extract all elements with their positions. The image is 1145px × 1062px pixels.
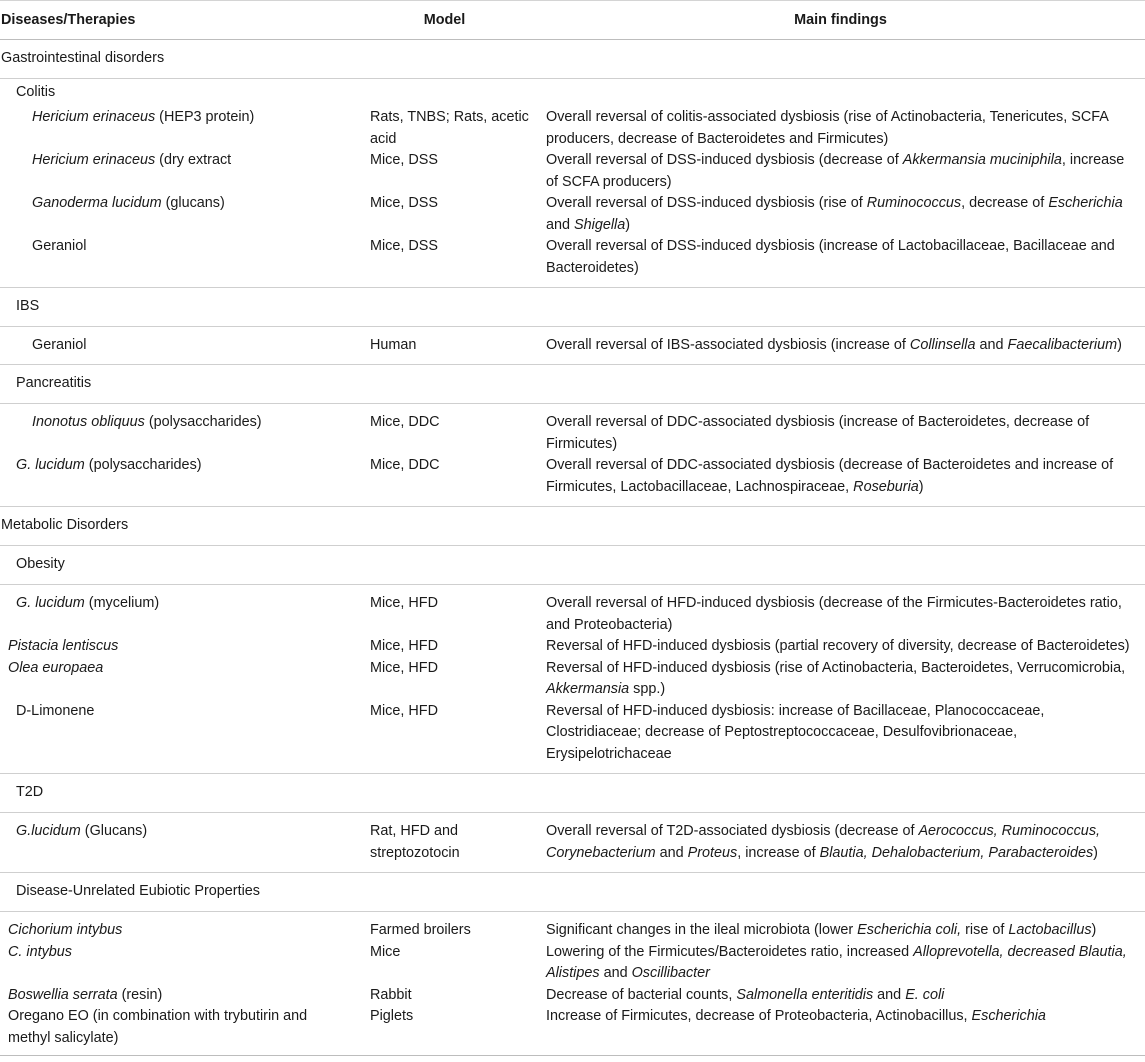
model-cell: Mice, HFD — [370, 638, 438, 654]
table-row — [0, 107, 1145, 150]
table-row — [0, 985, 1145, 1007]
finding-cell: Overall reversal of DSS-induced dysbiosis (rise of Ruminococcus, decrease of Escherichia and Shigella) — [546, 195, 1123, 233]
therapy-cell: G. lucidum (mycelium) — [16, 595, 160, 611]
finding-cell: Overall reversal of DDC-associated dysbiosis (decrease of Bacteroidetes and increase of Firmicutes, Lactobacillaceae, Lachnospiraceae, Roseburia) — [546, 457, 1114, 495]
table-row — [0, 1006, 1145, 1056]
model-cell: Human — [370, 336, 417, 353]
table-row — [0, 455, 1145, 507]
finding-cell: Overall reversal of T2D-associated dysbiosis (decrease of Aerococcus, Ruminococcus, Corynebacterium and Proteus, increase of Blautia, Dehalobacterium, Parabacteroides) — [546, 823, 1101, 861]
therapy-cell: Hericium erinaceus (dry extract — [32, 152, 232, 168]
table-row — [0, 912, 1145, 942]
table-row — [0, 636, 1145, 658]
model-cell: Mice, DDC — [370, 414, 440, 430]
table-row — [0, 236, 1145, 288]
finding-cell: Significant changes in the ileal microbiota (lower Escherichia coli, rise of Lactobacillus) — [546, 922, 1097, 938]
therapy-cell: C. intybus — [8, 943, 72, 960]
subgroup-pancreatitis: Pancreatitis — [0, 365, 1145, 404]
model-cell: Mice, DSS — [370, 152, 438, 168]
table-row — [0, 150, 1145, 193]
subgroup-obesity: Obesity — [0, 546, 1145, 585]
finding-cell: Overall reversal of IBS-associated dysbiosis (increase of Collinsella and Faecalibacterium) — [546, 336, 1122, 353]
table-row — [0, 404, 1145, 456]
subgroup-row — [0, 79, 1145, 108]
model-cell: Mice, HFD — [370, 595, 438, 611]
finding-cell: Reversal of HFD-induced dysbiosis (partial recovery of diversity, decrease of Bacteroidetes) — [546, 638, 1130, 654]
therapy-cell: Geraniol — [32, 238, 87, 254]
table-row — [0, 193, 1145, 236]
group-metabolic: Metabolic Disorders — [0, 507, 1145, 546]
therapy-cell: Oregano EO (in combination with trybutirin and methyl salicylate) — [0, 1006, 353, 1056]
therapy-cell: Hericium erinaceus (HEP3 protein) — [32, 109, 255, 125]
header-diseases: Diseases/Therapies — [0, 1, 353, 40]
table-row — [0, 585, 1145, 637]
finding-cell: Overall reversal of DSS-induced dysbiosis (decrease of Akkermansia muciniphila, increase of SCFA producers) — [546, 152, 1125, 190]
therapy-cell: Inonotus obliquus (polysaccharides) — [32, 414, 262, 430]
header-row — [0, 1, 1145, 40]
finding-cell: Overall reversal of DSS-induced dysbiosis (increase of Lactobacillaceae, Bacillaceae and Bacteroidetes) — [546, 238, 1115, 276]
finding-cell: Reversal of HFD-induced dysbiosis (rise of Actinobacteria, Bacteroidetes, Verrucomicrobia, Akkermansia spp.) — [546, 659, 1126, 697]
header-findings: Main findings — [540, 1, 1145, 40]
model-cell: Mice, HFD — [370, 702, 438, 719]
therapy-cell: Cichorium intybus — [8, 922, 123, 938]
subgroup-row — [0, 365, 1145, 404]
therapy-cell: G. lucidum (polysaccharides) — [16, 457, 202, 473]
model-cell: Mice, DSS — [370, 195, 438, 211]
finding-cell: Reversal of HFD-induced dysbiosis: increase of Bacillaceae, Planococcaceae, Clostridiaceae; decrease of Peptostreptococcaceae, Desulfovibrionaceae, Erysipelotrichaceae — [546, 702, 1045, 762]
finding-cell: Increase of Firmicutes, decrease of Proteobacteria, Actinobacillus, Escherichia — [540, 1006, 1145, 1056]
group-row — [0, 40, 1145, 79]
subgroup-colitis: Colitis — [16, 84, 56, 101]
therapy-cell: Olea europaea — [8, 659, 104, 676]
table-row — [0, 658, 1145, 701]
group-gastrointestinal: Gastrointestinal disorders — [0, 40, 1145, 79]
model-cell: Farmed broilers — [370, 922, 471, 938]
therapy-cell: Geraniol — [32, 336, 87, 353]
table-row — [0, 327, 1145, 365]
table-row — [0, 942, 1145, 985]
subgroup-row — [0, 873, 1145, 912]
subgroup-row — [0, 546, 1145, 585]
model-cell: Mice, HFD — [370, 659, 438, 676]
subgroup-t2d: T2D — [0, 774, 1145, 813]
therapy-cell: D-Limonene — [16, 702, 95, 719]
subgroup-row — [0, 288, 1145, 327]
finding-cell: Overall reversal of DDC-associated dysbiosis (increase of Bacteroidetes, decrease of Firmicutes) — [546, 414, 1090, 452]
finding-cell: Overall reversal of colitis-associated dysbiosis (rise of Actinobacteria, Tenericutes, SCFA producers, decrease of Bacteroidetes and Firmicutes) — [546, 109, 1109, 147]
finding-cell: Overall reversal of HFD-induced dysbiosis (decrease of the Firmicutes-Bacteroidetes ratio, and Proteobacteria) — [546, 595, 1122, 633]
finding-cell: Lowering of the Firmicutes/Bacteroidetes ratio, increased Alloprevotella, decreased Blautia, Alistipes and Oscillibacter — [546, 943, 1127, 981]
therapy-cell: Boswellia serrata (resin) — [8, 986, 163, 1003]
finding-cell: Decrease of bacterial counts, Salmonella enteritidis and E. coli — [546, 986, 945, 1003]
table-row — [0, 701, 1145, 774]
model-cell: Rats, TNBS; Rats, acetic acid — [370, 109, 529, 147]
subgroup-ibs: IBS — [0, 288, 1145, 327]
subgroup-eubiotic: Disease-Unrelated Eubiotic Properties — [0, 873, 1145, 912]
model-cell: Rabbit — [370, 986, 412, 1003]
model-cell: Piglets — [353, 1006, 540, 1056]
header-model: Model — [353, 1, 540, 40]
therapy-cell: Pistacia lentiscus — [8, 638, 119, 654]
subgroup-row — [0, 774, 1145, 813]
model-cell: Rat, HFD and streptozotocin — [370, 823, 460, 861]
model-cell: Mice — [370, 943, 401, 960]
model-cell: Mice, DSS — [370, 238, 438, 254]
group-row — [0, 507, 1145, 546]
therapy-cell: G.lucidum (Glucans) — [16, 823, 148, 839]
table-row — [0, 813, 1145, 873]
model-cell: Mice, DDC — [370, 457, 440, 473]
therapy-cell: Ganoderma lucidum (glucans) — [32, 195, 225, 211]
